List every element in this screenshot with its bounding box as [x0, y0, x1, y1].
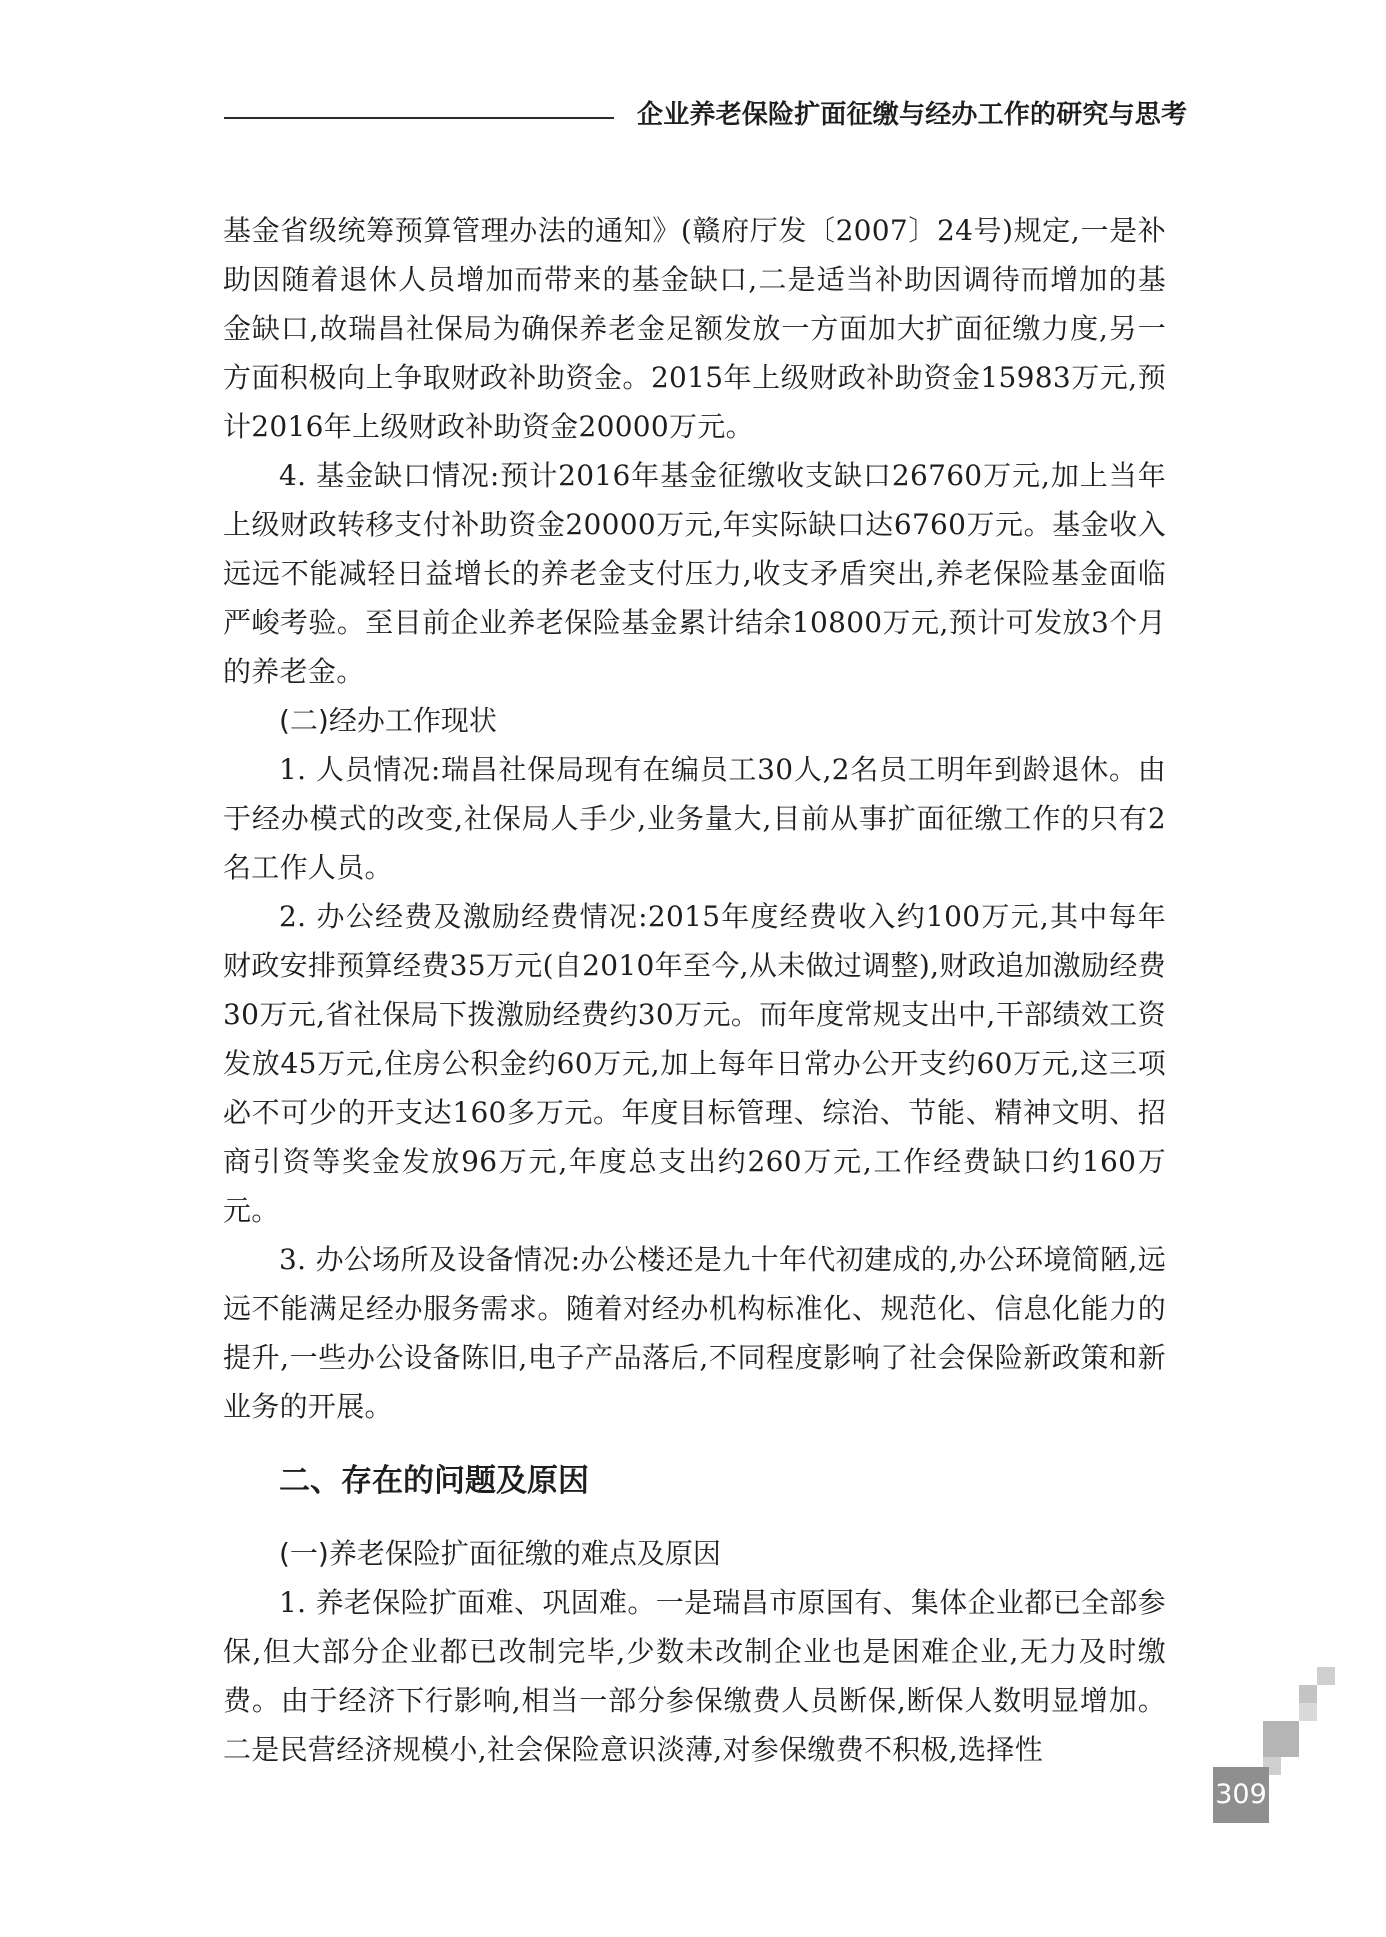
paragraph-expansion-difficulty: 1. 养老保险扩面难、巩固难。一是瑞昌市原国有、集体企业都已全部参保,但大部分企业都已改制完毕,少数未改制企业也是困难企业,无力及时缴费。由于经济下行影响,相当一部分参保缴费人员断保,断保人数明显增加。二是民营经济规模小,社会保险意识淡薄,对参保缴费不积极,选择性 [223, 1586, 1166, 1766]
decorative-square [1299, 1703, 1317, 1721]
decorative-square [1317, 1667, 1335, 1685]
paragraph-fund-gap: 4. 基金缺口情况:预计2016年基金征缴收支缺口26760万元,加上当年上级财政转移支付补助资金20000万元,年实际缺口达6760万元。基金收入远远不能减轻日益增长的养老金支付压力,收支矛盾突出,养老保险基金面临严峻考验。至目前企业养老保险基金累计结余10800万元,预计可发放3个月的养老金。 [223, 459, 1166, 688]
body-text [223, 206, 1166, 1774]
decorative-square [1299, 1685, 1317, 1703]
decorative-square [1263, 1721, 1299, 1757]
subheading-operation-status: (二)经办工作现状 [279, 704, 497, 737]
running-title: 企业养老保险扩面征缴与经办工作的研究与思考 [637, 100, 1188, 130]
section-heading-problems: 二、存在的问题及原因 [279, 1463, 589, 1499]
paragraph-facilities: 3. 办公场所及设备情况:办公楼还是九十年代初建成的,办公环境简陋,远远不能满足经办服务需求。随着对经办机构标准化、规范化、信息化能力的提升,一些办公设备陈旧,电子产品落后,不同程度影响了社会保险新政策和新业务的开展。 [223, 1243, 1166, 1423]
paragraph-continued: 基金省级统筹预算管理办法的通知》(赣府厅发〔2007〕24号)规定,一是补助因随着退休人员增加而带来的基金缺口,二是适当补助因调待而增加的基金缺口,故瑞昌社保局为确保养老金足额发放一方面加大扩面征缴力度,另一方面积极向上争取财政补助资金。2015年上级财政补助资金15983万元,预计2016年上级财政补助资金20000万元。 [223, 214, 1166, 443]
header-rule [224, 117, 614, 119]
subheading-difficulties: (一)养老保险扩面征缴的难点及原因 [279, 1537, 721, 1570]
paragraph-funding: 2. 办公经费及激励经费情况:2015年度经费收入约100万元,其中每年财政安排预算经费35万元(自2010年至今,从未做过调整),财政追加激励经费30万元,省社保局下拨激励经费约30万元。而年度常规支出中,干部绩效工资发放45万元,住房公积金约60万元,加上每年日常办公开支约60万元,这三项必不可少的开支达160多万元。年度目标管理、综治、节能、精神文明、招商引资等奖金发放96万元,年度总支出约260万元,工作经费缺口约160万元。 [223, 900, 1166, 1227]
paragraph-staffing: 1. 人员情况:瑞昌社保局现有在编员工30人,2名员工明年到龄退休。由于经办模式的改变,社保局人手少,业务量大,目前从事扩面征缴工作的只有2名工作人员。 [223, 753, 1166, 884]
page-number: 309 [1215, 1779, 1267, 1810]
